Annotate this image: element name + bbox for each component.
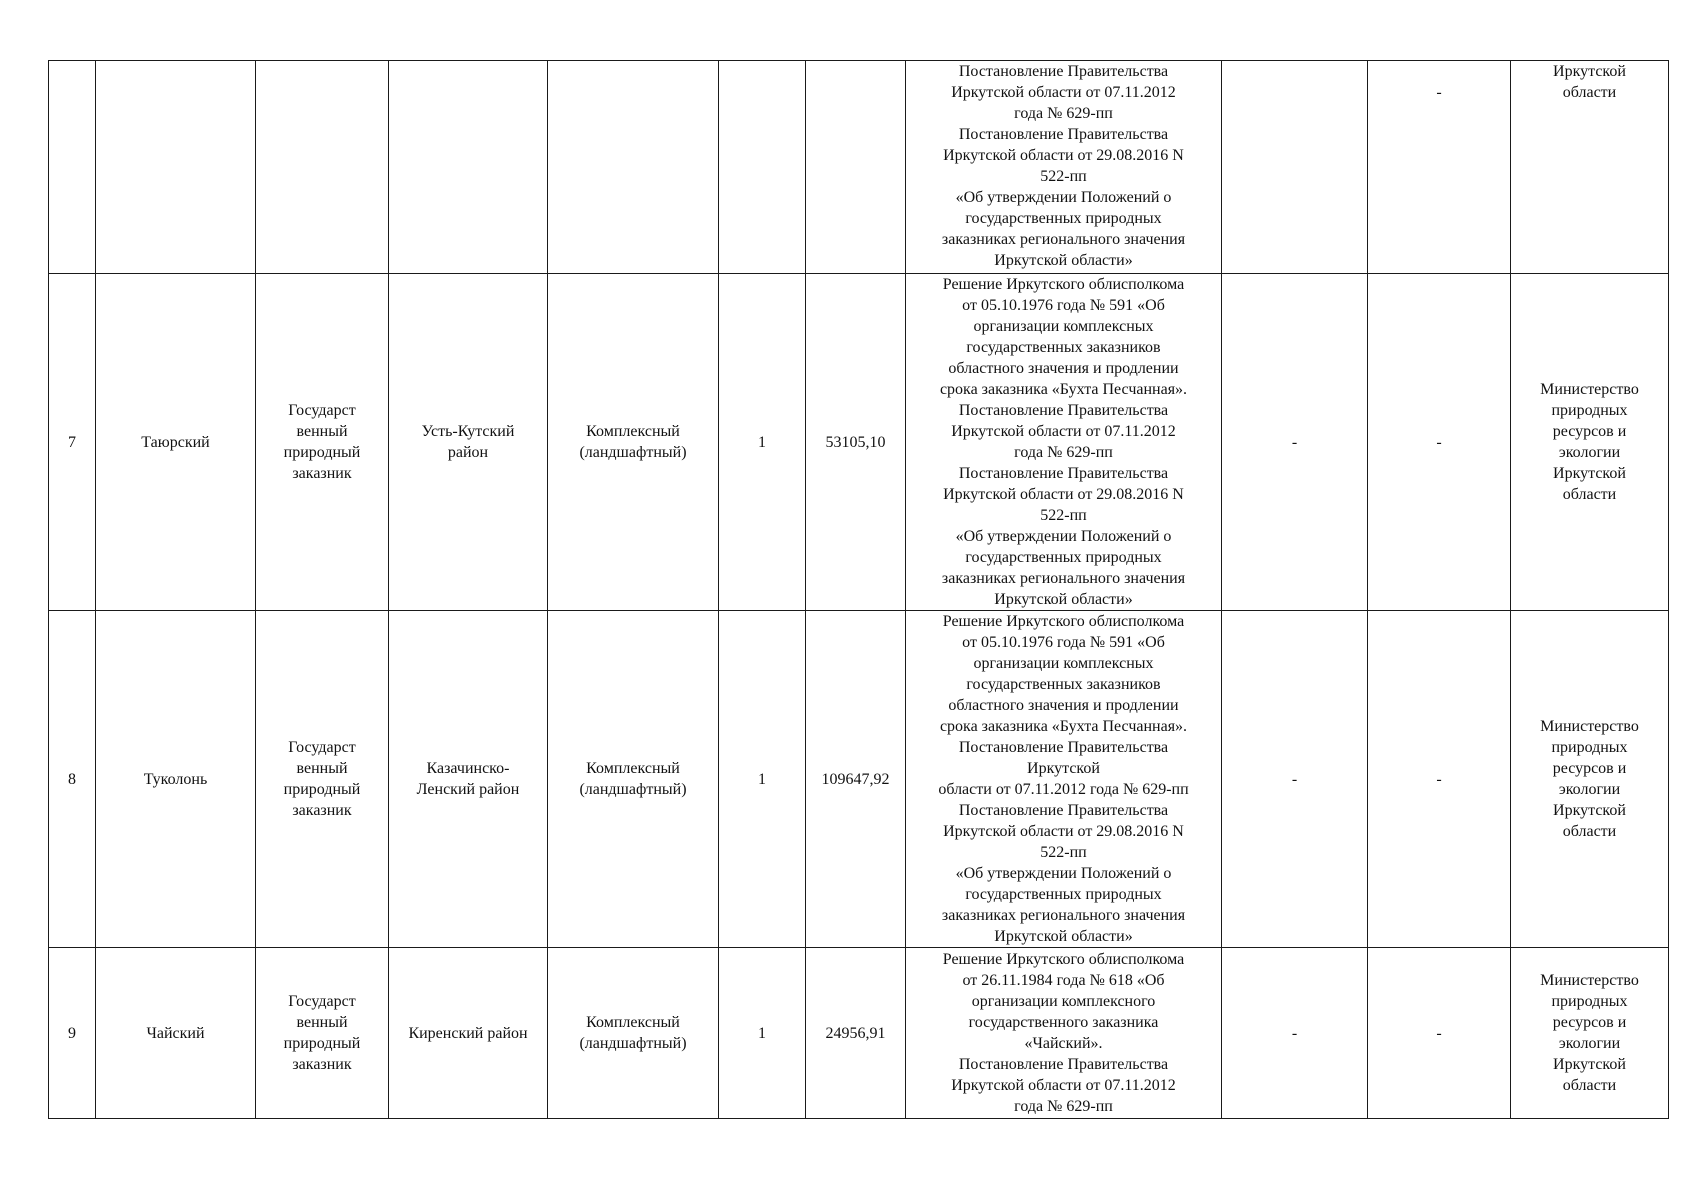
cell-location xyxy=(389,61,548,274)
doc-line: «Об утверждении Положений о xyxy=(955,528,1172,545)
doc-line: организации комплексного xyxy=(971,993,1156,1010)
cell-profile xyxy=(548,948,719,1119)
doc-line: государственного заказника xyxy=(968,1014,1159,1031)
cell-ministry xyxy=(1511,61,1669,274)
ministry-line: природных xyxy=(1551,739,1628,756)
cell-ministry xyxy=(1511,611,1669,948)
doc-line: Иркутской области от 29.08.2016 N xyxy=(943,823,1184,840)
doc-line: Постановление Правительства xyxy=(958,465,1169,482)
cell-ministry xyxy=(1511,948,1669,1119)
cell-documents xyxy=(906,274,1222,611)
doc-line: организации комплексных xyxy=(973,318,1154,335)
doc-line: 522-пп xyxy=(1040,168,1087,185)
cell-area xyxy=(806,61,906,274)
protected-areas-table xyxy=(48,60,1669,1119)
doc-line: года № 629-пп xyxy=(1014,1098,1113,1115)
cell-profile xyxy=(548,61,719,274)
cell-name xyxy=(96,61,256,274)
ministry-line: Иркутской xyxy=(1553,465,1626,482)
cell-area: 24956,91 xyxy=(806,948,906,1119)
doc-line: 522-пп xyxy=(1040,844,1087,861)
cell-category xyxy=(256,61,389,274)
cell-col10: - xyxy=(1368,948,1511,1119)
profile-line: Комплексный xyxy=(586,1014,680,1031)
category-line: Государст xyxy=(288,993,356,1010)
doc-line: от 05.10.1976 года № 591 «Об xyxy=(962,634,1165,651)
ministry-line: природных xyxy=(1551,402,1628,419)
profile-line: Комплексный xyxy=(586,760,680,777)
cell-category xyxy=(256,611,389,948)
table-row xyxy=(49,948,1669,1119)
doc-line: Постановление Правительства xyxy=(958,802,1169,819)
doc-line: заказниках регионального значения xyxy=(941,907,1186,924)
ministry-line: области xyxy=(1562,486,1617,503)
doc-line: «Об утверждении Положений о xyxy=(955,189,1172,206)
doc-line: государственных заказников xyxy=(966,339,1161,356)
cell-category xyxy=(256,274,389,611)
doc-line: Постановление Правительства xyxy=(958,402,1169,419)
doc-line: государственных заказников xyxy=(966,676,1161,693)
location-line: район xyxy=(447,444,489,461)
ministry-line: экологии xyxy=(1558,1035,1621,1052)
doc-line: Иркутской области» xyxy=(994,252,1133,269)
doc-line: от 26.11.1984 года № 618 «Об xyxy=(962,972,1165,989)
doc-line: областного значения и продлении xyxy=(948,360,1179,377)
table-row xyxy=(49,61,1669,274)
doc-line: Решение Иркутского облисполкома xyxy=(942,951,1185,968)
doc-line: государственных природных xyxy=(965,549,1162,566)
profile-line: (ландшафтный) xyxy=(579,781,687,798)
doc-line: государственных природных xyxy=(965,210,1162,227)
doc-line: года № 629-пп xyxy=(1014,105,1113,122)
doc-line: Решение Иркутского облисполкома xyxy=(942,613,1185,630)
cell-num: 9 xyxy=(49,948,96,1119)
cell-col10: - xyxy=(1368,61,1511,274)
ministry-line: экологии xyxy=(1558,444,1621,461)
cell-documents xyxy=(906,611,1222,948)
cell-col10: - xyxy=(1368,611,1511,948)
cell-name: Чайский xyxy=(96,948,256,1119)
ministry-line: Иркутской xyxy=(1553,802,1626,819)
ministry-line: области xyxy=(1562,1077,1617,1094)
cell-ministry xyxy=(1511,274,1669,611)
cell-documents xyxy=(906,61,1222,274)
cell-col9 xyxy=(1222,61,1368,274)
cell-area: 109647,92 xyxy=(806,611,906,948)
table-row xyxy=(49,274,1669,611)
cell-col10: - xyxy=(1368,274,1511,611)
doc-line: срока заказника «Бухта Песчанная». xyxy=(939,381,1188,398)
doc-line: года № 629-пп xyxy=(1014,444,1113,461)
doc-line: Постановление Правительства xyxy=(958,63,1169,80)
ministry-line: природных xyxy=(1551,993,1628,1010)
category-line: венный xyxy=(296,1014,348,1031)
doc-line: Иркутской области от 07.11.2012 xyxy=(951,423,1176,440)
cell-num xyxy=(49,61,96,274)
cell-col9: - xyxy=(1222,274,1368,611)
cell-location xyxy=(389,611,548,948)
cell-location xyxy=(389,274,548,611)
ministry-line: Министерство xyxy=(1540,381,1639,398)
cell-cluster: 1 xyxy=(719,948,806,1119)
category-line: венный xyxy=(296,423,348,440)
cell-name: Таюрский xyxy=(96,274,256,611)
category-line: заказник xyxy=(292,465,352,482)
doc-line: срока заказника «Бухта Песчанная». xyxy=(939,718,1188,735)
cell-documents xyxy=(906,948,1222,1119)
doc-line: государственных природных xyxy=(965,886,1162,903)
category-line: природный xyxy=(283,444,361,461)
doc-line: Постановление Правительства xyxy=(958,1056,1169,1073)
doc-line: Решение Иркутского облисполкома xyxy=(942,276,1185,293)
ministry-line: экологии xyxy=(1558,781,1621,798)
doc-line: Иркутской области» xyxy=(994,928,1133,945)
category-line: заказник xyxy=(292,1056,352,1073)
doc-line: «Чайский». xyxy=(1024,1035,1103,1052)
cell-cluster xyxy=(719,61,806,274)
cell-profile xyxy=(548,611,719,948)
category-line: заказник xyxy=(292,802,352,819)
ministry-line: ресурсов и xyxy=(1552,423,1627,440)
doc-line: Иркутской области от 29.08.2016 N xyxy=(943,486,1184,503)
location-line: Ленский район xyxy=(416,781,520,798)
doc-line: Иркутской области от 07.11.2012 xyxy=(951,1077,1176,1094)
category-line: Государст xyxy=(288,402,356,419)
cell-name: Туколонь xyxy=(96,611,256,948)
location-line: Усть-Кутский xyxy=(421,423,515,440)
profile-line: (ландшафтный) xyxy=(579,444,687,461)
category-line: Государст xyxy=(288,739,356,756)
doc-line: от 05.10.1976 года № 591 «Об xyxy=(962,297,1165,314)
category-line: венный xyxy=(296,760,348,777)
ministry-line: Министерство xyxy=(1540,718,1639,735)
ministry-line: Иркутской xyxy=(1553,1056,1626,1073)
doc-line: Иркутской области» xyxy=(994,591,1133,608)
doc-line: организации комплексных xyxy=(973,655,1154,672)
ministry-line: ресурсов и xyxy=(1552,760,1627,777)
cell-col9: - xyxy=(1222,611,1368,948)
doc-line: «Об утверждении Положений о xyxy=(955,865,1172,882)
doc-line: Постановление Правительства xyxy=(958,126,1169,143)
doc-line: заказниках регионального значения xyxy=(941,570,1186,587)
doc-line: заказниках регионального значения xyxy=(941,231,1186,248)
ministry-line: области xyxy=(1562,84,1617,101)
cell-num: 7 xyxy=(49,274,96,611)
cell-profile xyxy=(548,274,719,611)
doc-line: областного значения и продлении xyxy=(948,697,1179,714)
ministry-line: Министерство xyxy=(1540,972,1639,989)
cell-cluster: 1 xyxy=(719,274,806,611)
ministry-line: Иркутской xyxy=(1553,63,1626,80)
profile-line: (ландшафтный) xyxy=(579,1035,687,1052)
ministry-line: ресурсов и xyxy=(1552,1014,1627,1031)
cell-location xyxy=(389,948,548,1119)
doc-line: Иркутской области от 07.11.2012 xyxy=(951,84,1176,101)
cell-cluster: 1 xyxy=(719,611,806,948)
cell-col9: - xyxy=(1222,948,1368,1119)
table-row xyxy=(49,611,1669,948)
doc-line: Иркутской области от 29.08.2016 N xyxy=(943,147,1184,164)
location-line: Казачинско- xyxy=(426,760,510,777)
doc-line: Иркутской xyxy=(1027,760,1100,777)
doc-line: 522-пп xyxy=(1040,507,1087,524)
profile-line: Комплексный xyxy=(586,423,680,440)
category-line: природный xyxy=(283,1035,361,1052)
category-line: природный xyxy=(283,781,361,798)
ministry-line: области xyxy=(1562,823,1617,840)
doc-line: области от 07.11.2012 года № 629-пп xyxy=(938,781,1189,798)
cell-num: 8 xyxy=(49,611,96,948)
doc-line: Постановление Правительства xyxy=(958,739,1169,756)
cell-area: 53105,10 xyxy=(806,274,906,611)
location-line: Киренский район xyxy=(408,1024,528,1042)
cell-category xyxy=(256,948,389,1119)
